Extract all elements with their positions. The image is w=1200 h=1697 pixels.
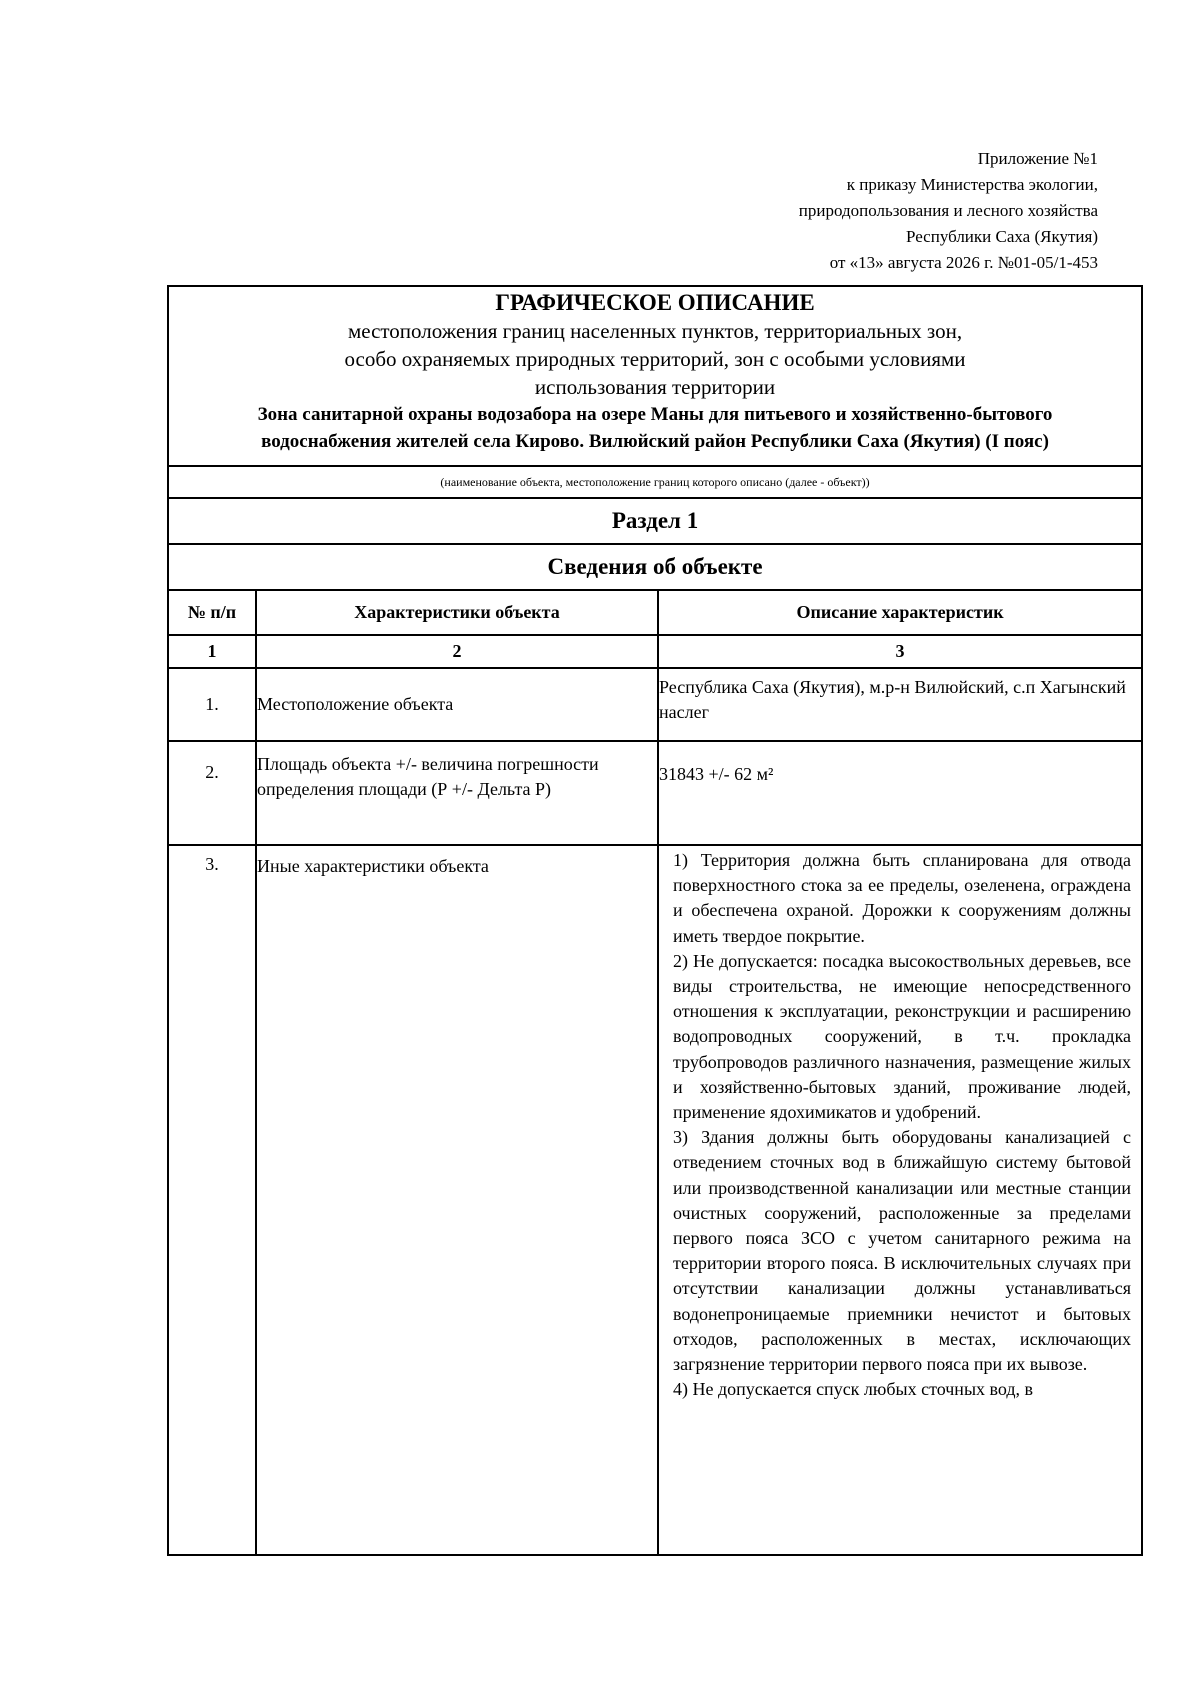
annex-line: Республики Саха (Якутия) (905, 227, 1098, 246)
column-number: 3 (658, 635, 1142, 668)
table-row (168, 741, 1142, 845)
row-description: Республика Саха (Якутия), м.р-н Вилюйский, с.п Хагынский наслег (658, 668, 1142, 741)
description-paragraph: 4) Не допускается спуск любых сточных вод, в (673, 1379, 1034, 1400)
object-name-caption: (наименование объекта, местоположение границ которого описано (далее - объект)) (168, 466, 1142, 498)
row-description: 31843 +/- 62 м² (658, 741, 1142, 845)
document-subtitle: особо охраняемых природных территорий, зон с особыми условиями (344, 347, 966, 371)
table-row (168, 668, 1142, 741)
object-name: водоснабжения жителей села Кирово. Вилюйский район Республики Саха (Якутия) (I пояс) (261, 431, 1049, 452)
document-table (167, 285, 1143, 1556)
document-subtitle: местоположения границ населенных пунктов, территориальных зон, (347, 319, 963, 343)
column-number: 1 (168, 635, 256, 668)
section-title: Сведения об объекте (168, 544, 1142, 590)
row-characteristic: Иные характеристики объекта (256, 845, 658, 1555)
annex-line: к приказу Министерства экологии, (846, 175, 1098, 194)
row-number: 2. (168, 741, 256, 845)
description-paragraph: 2) Не допускается: посадка высокоствольных деревьев, все виды строительства, не имеющие непосредственного отношения к эксплуатации, реконструкции и расширению водопроводных сооружений, в т.ч. прокладка трубопроводов различного назначения, размещение жилых и хозяйственно-бытовых зданий, проживание людей, применение ядохимикатов и удобрений. (673, 950, 1132, 1123)
annex-line: Приложение №1 (977, 149, 1098, 168)
row-number: 3. (168, 845, 256, 1555)
description-paragraph: 3) Здания должны быть оборудованы канализацией с отведением сточных вод в ближайшую систему бытовой или производственной канализации или местные станции очистных сооружений, расположенные за пределами первого пояса ЗСО с учетом санитарного режима на территории второго пояса. В исключительных случаях при отсутствии канализации должны устанавливаться водонепроницаемые приемники нечистот и бытовых отходов, расположенных в местах, исключающих загрязнение территории первого пояса при их вывозе. (673, 1127, 1132, 1375)
document-header (168, 286, 1142, 466)
row-number: 1. (168, 668, 256, 741)
table-row (168, 845, 1142, 1555)
section-label: Раздел 1 (168, 498, 1142, 544)
row-characteristic: Местоположение объекта (256, 668, 658, 741)
row-characteristic: Площадь объекта +/- величина погрешности определения площади (Р +/- Дельта Р) (256, 741, 658, 845)
column-header: № п/п (168, 590, 256, 635)
column-header: Описание характеристик (658, 590, 1142, 635)
annex-line: природопользования и лесного хозяйства (798, 201, 1098, 220)
row-description (658, 845, 1142, 1555)
object-name: Зона санитарной охраны водозабора на озере Маны для питьевого и хозяйственно-бытового (257, 404, 1053, 425)
document-title: ГРАФИЧЕСКОЕ ОПИСАНИЕ (495, 290, 815, 315)
column-number: 2 (256, 635, 658, 668)
description-paragraph: 1) Территория должна быть спланирована для отвода поверхностного стока за ее пределы, озеленена, ограждена и обеспечена охраной. Дорожки к сооружениям должны иметь твердое покрытие. (673, 850, 1132, 946)
document-subtitle: использования территории (534, 375, 776, 399)
annex-line: от «13» августа 2026 г. №01-05/1-453 (829, 253, 1098, 272)
annex-block (538, 146, 1098, 276)
column-header: Характеристики объекта (256, 590, 658, 635)
